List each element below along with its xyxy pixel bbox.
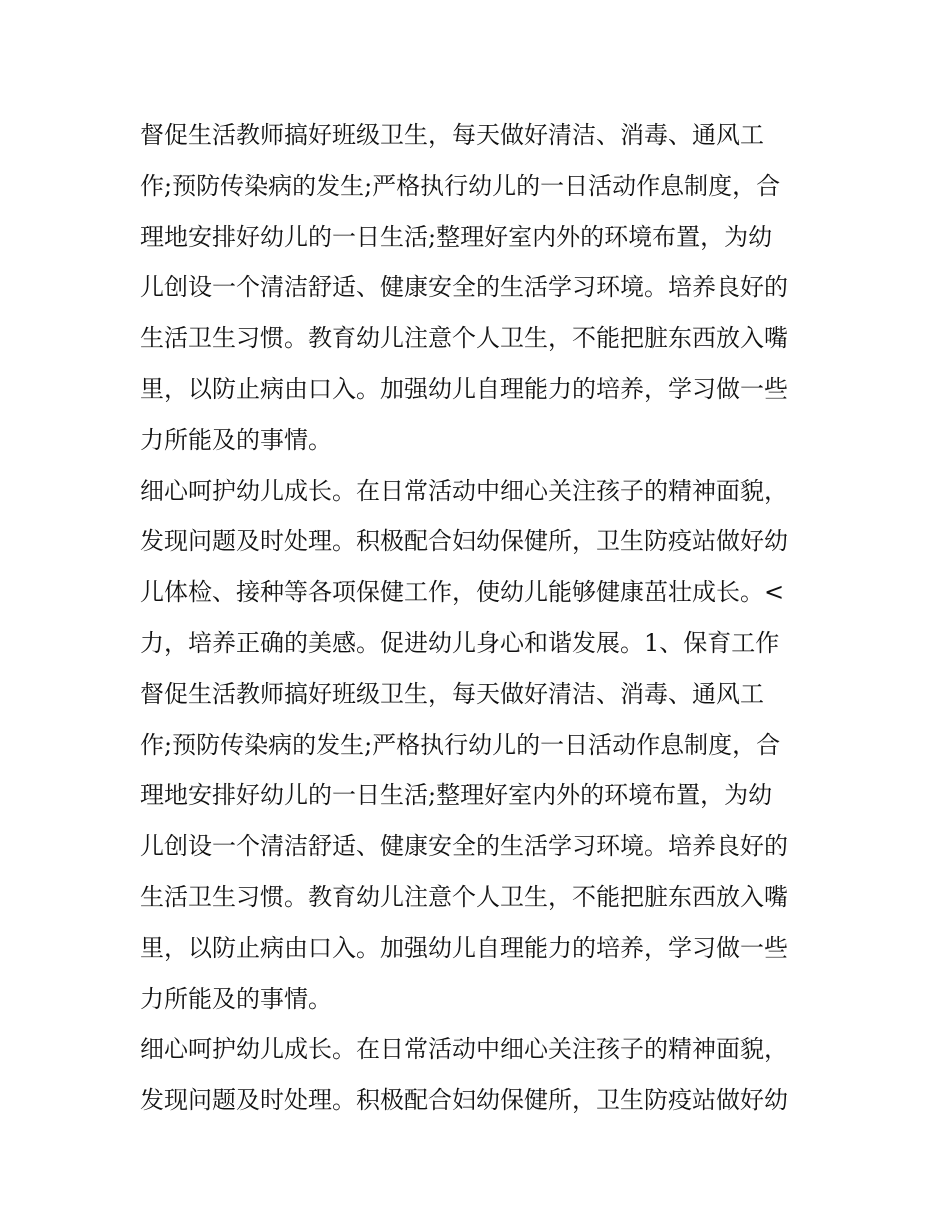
text-line: 儿体检、接种等各项保健工作，使幼儿能够健康茁壮成长。< <box>140 578 785 607</box>
text-line: 督促生活教师搞好班级卫生，每天做好清洁、消毒、通风工 <box>140 121 764 149</box>
text-line: 细心呵护幼儿成长。在日常活动中细心关注孩子的精神面貌， <box>140 1035 788 1064</box>
text-line: 发现问题及时处理。积极配合妇幼保健所，卫生防疫站做好幼 <box>140 527 788 556</box>
text-line: 里，以防止病由口入。加强幼儿自理能力的培养，学习做一些 <box>140 933 788 962</box>
text-line: 儿创设一个清洁舒适、健康安全的生活学习环境。培养良好的 <box>140 832 788 861</box>
text-line: 里，以防止病由口入。加强幼儿自理能力的培养，学习做一些 <box>140 374 788 403</box>
text-line: 儿创设一个清洁舒适、健康安全的生活学习环境。培养良好的 <box>140 273 788 302</box>
text-line: 力所能及的事情。 <box>140 425 332 454</box>
text-line: 生活卫生习惯。教育幼儿注意个人卫生，不能把脏东西放入嘴 <box>140 324 788 353</box>
document-body <box>140 110 830 1126</box>
text-line: 督促生活教师搞好班级卫生，每天做好清洁、消毒、通风工 <box>140 679 764 708</box>
text-line: 理地安排好幼儿的一日生活;整理好室内外的环境布置，为幼 <box>140 781 773 810</box>
text-line: 作;预防传染病的发生;严格执行幼儿的一日活动作息制度，合 <box>140 171 781 200</box>
text-line: 力所能及的事情。 <box>140 984 332 1013</box>
text-line: 发现问题及时处理。积极配合妇幼保健所，卫生防疫站做好幼 <box>140 1086 788 1115</box>
text-line: 理地安排好幼儿的一日生活;整理好室内外的环境布置，为幼 <box>140 222 773 251</box>
text-line: 力，培养正确的美感。促进幼儿身心和谐发展。1、保育工作 <box>140 628 780 657</box>
text-line: 生活卫生习惯。教育幼儿注意个人卫生，不能把脏东西放入嘴 <box>140 882 788 911</box>
text-line: 细心呵护幼儿成长。在日常活动中细心关注孩子的精神面貌， <box>140 476 788 505</box>
text-line: 作;预防传染病的发生;严格执行幼儿的一日活动作息制度，合 <box>140 730 781 759</box>
